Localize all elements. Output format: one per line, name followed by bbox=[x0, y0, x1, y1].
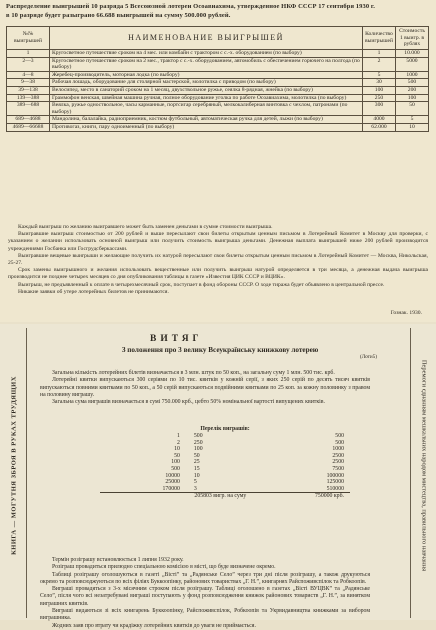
prize-row bbox=[100, 479, 350, 486]
winnings-cell-num: 139—388 bbox=[7, 94, 50, 102]
note-paragraph: Выигравшие вещевые выигрыши и желающие получить их натурой пересылают свои билеты открытым ценным письмом в Лотерейный Комитет — Москва, Никольская, 25-27. bbox=[8, 252, 428, 267]
winnings-table bbox=[6, 26, 429, 132]
winnings-row bbox=[7, 71, 429, 79]
prize-count: 500 bbox=[171, 465, 180, 472]
winnings-cell-val: 500 bbox=[396, 79, 429, 87]
left-divider bbox=[26, 328, 27, 618]
winnings-row bbox=[7, 123, 429, 131]
prize-sum: 500 bbox=[335, 433, 344, 439]
winnings-cell-val: 10.000 bbox=[396, 50, 429, 58]
prize-sum: 2500 bbox=[332, 459, 344, 466]
winnings-cell-num: 2—3 bbox=[7, 57, 50, 71]
header-line-1: Распределение выигрышей 10 разряда 5 Всесоюзной лотереи Осоавиахима, утвержденное НКФ СССР 17 сентября 1930 г. bbox=[6, 3, 375, 10]
prize-table bbox=[100, 433, 350, 500]
winnings-cell-num: 4689—66688 bbox=[7, 123, 50, 131]
left-side-slogan bbox=[2, 324, 24, 620]
winnings-row bbox=[7, 79, 429, 87]
right-slogan-text: Перемоги єднанням мешкальних народом мистецтва, правильного навчання bbox=[420, 359, 428, 572]
prize-count: 170000 bbox=[162, 485, 180, 492]
prize-row bbox=[100, 440, 350, 447]
prize-count: 1 bbox=[177, 433, 180, 439]
extract-rules bbox=[40, 557, 370, 630]
winnings-cell-num: 389—688 bbox=[7, 102, 50, 116]
winnings-row bbox=[7, 102, 429, 116]
winnings-cell-qty: 250 bbox=[362, 94, 395, 102]
prize-list bbox=[100, 426, 350, 500]
intro-paragraph: Загальна кількість лотерейних білетів визначається в 3 млн. штук по 50 коп., на загальну суму 1 млн. 500 тис. крб. bbox=[52, 370, 335, 376]
winnings-cell-qty: 1 bbox=[362, 50, 395, 58]
col-qty-header: Количество выигрышей bbox=[362, 27, 395, 50]
rules-paragraph: Таблиці розіграшу оголошуються в газеті „Вісті” та „Радянське Село” через три дні після розіграшу, а також друкуються окремо та розповсюджуються по всіх філіях Буккоопінку, районових товариствах „Г. Н.”, книгарнях Райспоживспілок та Робкоопів. bbox=[40, 571, 370, 585]
extract-subnote: (Лоти5) bbox=[360, 354, 378, 360]
intro-paragraph: Лотерейні квитки випускаються 300 серіями по 10 тис. квитків у кожній серії, з яких 250 серій по десять тисяч квитків випускаються повними квитками по 50 коп., а 50 серій випускаються подвійними квитками по 25 коп. за кожну половинку з правом на половину виграшу. bbox=[40, 377, 370, 398]
prize-sum: 7500 bbox=[332, 465, 344, 472]
winnings-cell-val: 200 bbox=[396, 86, 429, 94]
prize-row bbox=[100, 453, 350, 460]
winnings-cell-val: 5 bbox=[396, 116, 429, 124]
intro-paragraph: Загальна сума виграшів визначається в сумі 750.000 крб., цебто 50% номінальної вартості випущених квитків. bbox=[52, 399, 325, 406]
winnings-cell-name: Кругосветное путешествие сроком на 2 мес., трактор с с.-х. оборудованием, автомобиль с обеспечением горючего на полгода (по выбору) bbox=[50, 57, 363, 71]
prize-value: 10 bbox=[193, 472, 200, 479]
winnings-cell-qty: 100 bbox=[362, 86, 395, 94]
prize-sum: 510000 bbox=[326, 485, 344, 492]
prize-count: 100 bbox=[171, 459, 180, 466]
note-paragraph: Выигравшие выигрыш стоимостью от 200 рублей и выше пересылают свои билеты открытым ценным письмом в Лотерейный Комитет в Москву для проверки, с указанием о желании использовать основной выигрыш или получить стоимость выигрыша деньгами. Денежная выплата выигрышей ниже 200 рублей производится учреждениями Госбанка или Госгрудсберкассами. bbox=[8, 231, 428, 252]
prize-list-header: Перелік виграшів: bbox=[200, 426, 250, 432]
prize-value: 5 bbox=[193, 479, 197, 486]
extract-intro bbox=[40, 370, 370, 406]
rules-paragraph: Розіграш провадиться прилюдно спеціальною комісією в місті, що буде визначене окремо. bbox=[52, 564, 276, 571]
prize-value: 50 bbox=[193, 452, 200, 459]
winnings-cell-name: Веялка, ружье одноствольное, часы карманные, портсигар серебряный, мелкокалиберная винтовка с чехлом, патронами (по выбору) bbox=[50, 102, 363, 116]
prize-sum: 1000 bbox=[332, 446, 344, 453]
prize-count: 25000 bbox=[165, 479, 180, 486]
winnings-cell-name: Граммофон венская, швейная машина ручная, полное оборудование уголка по работе Осоавиахима, молотилка (по выбору) bbox=[50, 94, 363, 102]
prize-sum: 100000 bbox=[326, 472, 344, 479]
winnings-cell-num: 9—38 bbox=[7, 79, 50, 87]
winnings-cell-qty: 4000 bbox=[362, 116, 395, 124]
right-divider bbox=[410, 328, 411, 618]
winnings-table-header bbox=[7, 27, 429, 50]
winnings-row bbox=[7, 86, 429, 94]
winnings-cell-qty: 30 bbox=[362, 79, 395, 87]
winnings-cell-name: Кругосветное путешествие сроком на 4 мес. или комбайн с трактором с с.-х. оборудованием (по выбору) bbox=[50, 50, 363, 58]
left-slogan-text: КНИГА — МОГУТНЯ ЗБРОЯ В РУКАХ ТРУДЯЩИХ bbox=[10, 376, 18, 555]
winnings-cell-val: 5000 bbox=[396, 57, 429, 71]
winnings-cell-qty: 62.000 bbox=[362, 123, 395, 131]
prize-value: 3 bbox=[193, 485, 197, 492]
prize-row bbox=[100, 473, 350, 480]
winnings-cell-name: Велосипед, место в санаторий сроком на 1 месяц, двухствольное ружье, сеялка 8-рядная, жнейка (по выбору) bbox=[50, 86, 363, 94]
rules-paragraph: Виграші видаються зі всіх книгарень Буккоопінку, Райспоживспілок, Робкоопів та Укрвидавництва книжками за вибором виграшника. bbox=[40, 608, 370, 622]
winnings-cell-num: 39—138 bbox=[7, 86, 50, 94]
winnings-row bbox=[7, 57, 429, 71]
prize-value: 25 bbox=[193, 459, 200, 466]
prize-row bbox=[100, 466, 350, 473]
winnings-cell-qty: 5 bbox=[362, 71, 395, 79]
prize-row bbox=[100, 486, 350, 493]
winnings-cell-name: Противогаз, книги, пару одноименный (по выбору) bbox=[50, 123, 363, 131]
col-val-header: Стоимость 1 выигр. в рублях bbox=[396, 27, 429, 50]
winnings-cell-val: 10 bbox=[396, 123, 429, 131]
rules-paragraph: Жодних заяв про втрату чи крадіжку лотерейних квитків до уваги не приймається. bbox=[52, 622, 256, 629]
prize-total-row bbox=[100, 493, 350, 500]
winnings-row bbox=[7, 116, 429, 124]
prize-value: 500 bbox=[193, 433, 203, 439]
prize-sum: 125000 bbox=[326, 479, 344, 486]
winnings-cell-qty: 300 bbox=[362, 102, 395, 116]
ukrainian-book-lottery-sheet bbox=[0, 324, 436, 629]
note-paragraph: Никакие заявки об утере лотерейных билетов не принимаются. bbox=[18, 288, 169, 295]
winnings-cell-val: 1000 bbox=[396, 71, 429, 79]
prize-total-count: 205803 вигр. на суму bbox=[100, 493, 252, 500]
note-paragraph: Срок замены выигрышного и желания использовать вещественные или получить выигрыш натурой определяется в три месяца, а денежная выдача выигрыша производится не позднее четырех месяцев со дня опубликования таблицы в газете «Известия ЦИК СССР и ВЦИК». bbox=[8, 267, 428, 281]
prize-count: 50 bbox=[174, 452, 180, 459]
note-paragraph: Выигрыш, не предъявленный к оплате в четырехмесячный срок, поступает в фонд обороны СССР. О ходе тиража будет объявлено в центральной прессе. bbox=[18, 281, 385, 288]
prize-row bbox=[100, 446, 350, 453]
winnings-cell-name: Жеребец-производитель, моторная лодка (по выбору) bbox=[50, 71, 363, 79]
extract-title: ВИТЯГ bbox=[150, 334, 203, 344]
prize-count: 10000 bbox=[165, 472, 180, 479]
winnings-row bbox=[7, 94, 429, 102]
right-side-slogan bbox=[416, 324, 434, 620]
winnings-cell-qty: 2 bbox=[362, 57, 395, 71]
winnings-cell-val: 50 bbox=[396, 102, 429, 116]
winnings-cell-num: 1 bbox=[7, 50, 50, 58]
printer-signature: Гознак. 1930. bbox=[390, 310, 422, 316]
winnings-cell-num: 4—8 bbox=[7, 71, 50, 79]
winnings-cell-name: Мандолина, балалайка, радиоприемник, костюм футбольный, автоматическая ручка для детей, лыжи (по выбору) bbox=[50, 116, 363, 124]
prize-sum: 500 bbox=[335, 439, 344, 446]
winnings-row bbox=[7, 50, 429, 58]
sheet-notes bbox=[8, 224, 428, 296]
extract-subtitle: З положення про 3 велику Всеукраїнську книжкову лотерею bbox=[121, 346, 319, 354]
prize-sum: 2500 bbox=[332, 452, 344, 459]
prize-row bbox=[100, 459, 350, 466]
sheet-header bbox=[6, 3, 430, 20]
prize-value: 250 bbox=[193, 439, 203, 446]
prize-count: 10 bbox=[174, 446, 180, 453]
winnings-cell-val: 100 bbox=[396, 94, 429, 102]
rules-paragraph: Термін розіграшу встановлюється 1 липня 1932 року. bbox=[52, 557, 184, 563]
col-num-header: №№ выигрышей bbox=[7, 27, 50, 50]
header-line-2: в 10 разряде будет разыграно 66.688 выигрышей на сумму 500.000 рублей. bbox=[6, 11, 231, 19]
prize-value: 15 bbox=[193, 465, 200, 472]
prize-value: 100 bbox=[193, 446, 203, 453]
note-paragraph: Каждый выигрыш по желанию выигравшего может быть заменен деньгами в сумме стоимости выигрыша. bbox=[18, 224, 273, 230]
col-main-header: НАИМЕНОВАНИЕ ВЫИГРЫШЕЙ bbox=[50, 27, 363, 50]
prize-total-sum: 750000 крб. bbox=[252, 493, 350, 500]
winnings-cell-num: 689—4688 bbox=[7, 116, 50, 124]
winnings-cell-name: Рабочая лошадь, оборудование для столярной мастерской, молотилка с приводом (по выбору) bbox=[50, 79, 363, 87]
rules-paragraph: Виграші провадяться з 3-х місячним строком після розіграшу. Таблиці оголошено в газетах „Вісті ВУЦВК” та „Радянське Село”, після чого всі незатребувані виграші поступають у фонд розповсюдження книжок районових товариств „Г. Н.”, за винятком виграшних квитків. bbox=[40, 586, 370, 607]
prize-count: 2 bbox=[177, 439, 180, 446]
prize-row bbox=[100, 433, 350, 440]
